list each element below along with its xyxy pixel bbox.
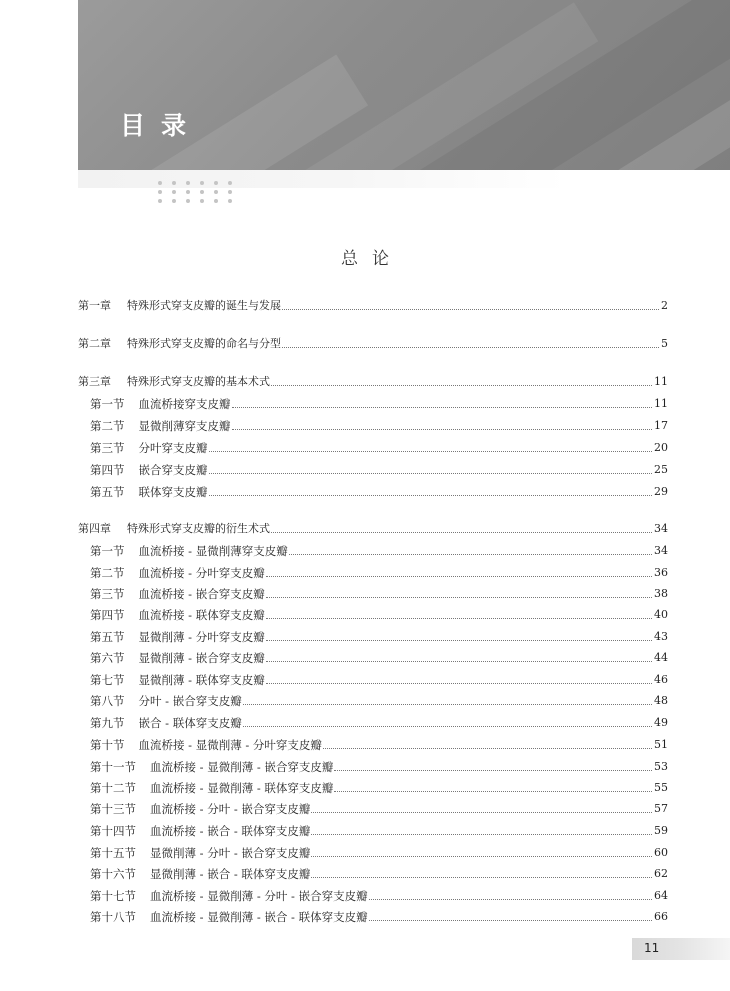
toc-section-entry	[90, 563, 668, 581]
toc-entry-title: 显微削薄 - 联体穿支皮瓣	[138, 673, 265, 687]
toc-section-entry	[90, 713, 668, 731]
page-number-tab	[632, 938, 730, 960]
toc-dot-leader	[209, 451, 653, 452]
toc-page-number: 62	[654, 867, 668, 880]
toc-page-number: 44	[654, 651, 668, 664]
toc-entry-title: 联体穿支皮瓣	[138, 485, 208, 499]
toc-dot-leader	[209, 495, 653, 496]
decorative-dot	[172, 199, 176, 203]
toc-entry-number: 第二章	[78, 337, 111, 350]
toc-page-number: 11	[654, 375, 668, 388]
toc-entry-title: 血流桥接 - 嵌合穿支皮瓣	[138, 587, 265, 601]
toc-dot-leader	[271, 532, 652, 533]
toc-dot-leader	[334, 791, 652, 792]
toc-page-number: 55	[654, 781, 668, 794]
decorative-dot	[172, 190, 176, 194]
toc-page-number: 66	[654, 910, 668, 923]
toc-section-entry	[90, 584, 668, 602]
toc-page-number: 48	[654, 694, 668, 707]
decorative-dot-grid	[158, 181, 234, 203]
decorative-dot	[200, 190, 204, 194]
toc-page-number: 53	[654, 760, 668, 773]
toc-chapter-entry	[78, 519, 668, 537]
toc-dot-leader	[266, 640, 652, 641]
toc-dot-leader	[334, 770, 652, 771]
toc-page-number: 25	[654, 463, 668, 476]
toc-dot-leader	[311, 856, 652, 857]
toc-page-number: 40	[654, 608, 668, 621]
toc-section-entry	[90, 735, 668, 753]
toc-page-number: 17	[654, 419, 668, 432]
decorative-dot	[214, 190, 218, 194]
toc-entry-title: 血流桥接 - 分叶 - 嵌合穿支皮瓣	[150, 802, 311, 816]
toc-section-entry	[90, 691, 668, 709]
toc-entry-title: 血流桥接 - 显微削薄 - 嵌合穿支皮瓣	[150, 760, 334, 774]
toc-entry-number: 第十四节	[90, 824, 136, 838]
toc-page-number: 60	[654, 846, 668, 859]
toc-chapter-entry	[78, 334, 668, 352]
toc-entry-title: 嵌合穿支皮瓣	[138, 463, 208, 477]
toc-entry-number: 第三章	[78, 375, 111, 388]
toc-entry-title: 血流桥接 - 嵌合 - 联体穿支皮瓣	[150, 824, 311, 838]
decorative-dot	[186, 199, 190, 203]
toc-dot-leader	[282, 309, 659, 310]
toc-entry-number: 第五节	[90, 630, 125, 644]
toc-entry-title: 显微削薄 - 分叶 - 嵌合穿支皮瓣	[150, 846, 311, 860]
toc-entry-number: 第一章	[78, 299, 111, 312]
toc-dot-leader	[266, 597, 652, 598]
toc-section-entry	[90, 605, 668, 623]
toc-entry-title: 特殊形式穿支皮瓣的命名与分型	[127, 337, 281, 350]
toc-page-number: 57	[654, 802, 668, 815]
toc-section-entry	[90, 482, 668, 500]
toc-dot-leader	[266, 661, 652, 662]
toc-entry-number: 第十七节	[90, 889, 136, 903]
toc-entry-title: 血流桥接 - 联体穿支皮瓣	[138, 608, 265, 622]
toc-section-entry	[90, 648, 668, 666]
toc-entry-number: 第十节	[90, 738, 125, 752]
toc-entry-number: 第十五节	[90, 846, 136, 860]
toc-entry-title: 血流桥接 - 显微削薄 - 分叶 - 嵌合穿支皮瓣	[150, 889, 368, 903]
toc-page-number: 38	[654, 587, 668, 600]
decorative-dot	[186, 181, 190, 185]
toc-dot-leader	[311, 812, 652, 813]
toc-section-entry	[90, 541, 668, 559]
toc-section-entry	[90, 843, 668, 861]
toc-entry-number: 第五节	[90, 485, 125, 499]
decorative-dot	[158, 199, 162, 203]
toc-entry-number: 第六节	[90, 651, 125, 665]
toc-dot-leader	[232, 407, 653, 408]
toc-page-number: 5	[661, 337, 668, 350]
toc-entry-title: 分叶穿支皮瓣	[138, 441, 208, 455]
header-banner	[78, 0, 730, 170]
toc-dot-leader	[323, 748, 652, 749]
toc-section-entry	[90, 799, 668, 817]
decorative-dot	[214, 181, 218, 185]
toc-page-number: 64	[654, 889, 668, 902]
toc-section-entry	[90, 460, 668, 478]
section-heading: 总论	[341, 249, 403, 269]
toc-entry-title: 显微削薄 - 嵌合 - 联体穿支皮瓣	[150, 867, 311, 881]
toc-entry-title: 特殊形式穿支皮瓣的诞生与发展	[127, 299, 281, 312]
toc-entry-number: 第三节	[90, 587, 125, 601]
toc-dot-leader	[266, 618, 652, 619]
toc-section-entry	[90, 757, 668, 775]
toc-entry-number: 第二节	[90, 566, 125, 580]
toc-page-number: 11	[654, 397, 668, 410]
toc-dot-leader	[369, 920, 652, 921]
decorative-dot	[214, 199, 218, 203]
toc-entry-number: 第九节	[90, 716, 125, 730]
toc-entry-title: 显微削薄 - 嵌合穿支皮瓣	[138, 651, 265, 665]
toc-dot-leader	[209, 473, 653, 474]
decorative-dot	[158, 181, 162, 185]
toc-section-entry	[90, 670, 668, 688]
toc-page-number: 51	[654, 738, 668, 751]
toc-entry-title: 特殊形式穿支皮瓣的基本术式	[127, 375, 270, 388]
toc-dot-leader	[289, 554, 652, 555]
toc-chapter-entry	[78, 372, 668, 390]
toc-entry-number: 第十六节	[90, 867, 136, 881]
toc-entry-number: 第八节	[90, 694, 125, 708]
decorative-dot	[228, 199, 232, 203]
toc-dot-leader	[232, 429, 653, 430]
toc-entry-title: 血流桥接 - 显微削薄 - 嵌合 - 联体穿支皮瓣	[150, 910, 368, 924]
toc-entry-number: 第十二节	[90, 781, 136, 795]
toc-dot-leader	[266, 576, 652, 577]
toc-section-entry	[90, 627, 668, 645]
toc-entry-title: 血流桥接穿支皮瓣	[138, 397, 231, 411]
toc-section-entry	[90, 438, 668, 456]
toc-dot-leader	[243, 726, 652, 727]
toc-chapter-entry	[78, 296, 668, 314]
toc-entry-number: 第一节	[90, 397, 125, 411]
toc-entry-number: 第三节	[90, 441, 125, 455]
decorative-dot	[228, 181, 232, 185]
toc-dot-leader	[271, 385, 652, 386]
toc-page-number: 43	[654, 630, 668, 643]
toc-section-entry	[90, 864, 668, 882]
decorative-dot	[228, 190, 232, 194]
toc-entry-title: 血流桥接 - 显微削薄穿支皮瓣	[138, 544, 288, 558]
toc-section-entry	[90, 416, 668, 434]
toc-dot-leader	[266, 683, 652, 684]
toc-entry-title: 显微削薄 - 分叶穿支皮瓣	[138, 630, 265, 644]
toc-entry-number: 第七节	[90, 673, 125, 687]
toc-page-number: 20	[654, 441, 668, 454]
page-title: 目录	[120, 111, 203, 140]
toc-entry-number: 第二节	[90, 419, 125, 433]
toc-page-number: 36	[654, 566, 668, 579]
toc-page-number: 29	[654, 485, 668, 498]
decorative-dot	[200, 199, 204, 203]
toc-section-entry	[90, 778, 668, 796]
toc-dot-leader	[311, 877, 652, 878]
toc-entry-number: 第四章	[78, 522, 111, 535]
toc-page-number: 34	[654, 544, 668, 557]
toc-entry-number: 第四节	[90, 463, 125, 477]
toc-section-entry	[90, 821, 668, 839]
toc-dot-leader	[369, 899, 652, 900]
toc-entry-number: 第十一节	[90, 760, 136, 774]
toc-dot-leader	[243, 704, 652, 705]
toc-dot-leader	[311, 834, 652, 835]
toc-entry-number: 第十三节	[90, 802, 136, 816]
toc-page-number: 59	[654, 824, 668, 837]
page-number: 11	[644, 941, 660, 955]
decorative-dot	[186, 190, 190, 194]
toc-entry-title: 血流桥接 - 分叶穿支皮瓣	[138, 566, 265, 580]
decorative-dot	[158, 190, 162, 194]
toc-section-entry	[90, 907, 668, 925]
toc-section-entry	[90, 886, 668, 904]
toc-entry-number: 第十八节	[90, 910, 136, 924]
decorative-dot	[200, 181, 204, 185]
toc-page-number: 34	[654, 522, 668, 535]
toc-entry-title: 血流桥接 - 显微削薄 - 分叶穿支皮瓣	[138, 738, 322, 752]
toc-dot-leader	[282, 347, 659, 348]
toc-entry-title: 分叶 - 嵌合穿支皮瓣	[138, 694, 242, 708]
toc-page-number: 46	[654, 673, 668, 686]
toc-page-number: 49	[654, 716, 668, 729]
toc-entry-number: 第四节	[90, 608, 125, 622]
toc-entry-title: 血流桥接 - 显微削薄 - 联体穿支皮瓣	[150, 781, 334, 795]
decorative-dot	[172, 181, 176, 185]
toc-entry-number: 第一节	[90, 544, 125, 558]
toc-entry-title: 特殊形式穿支皮瓣的衍生术式	[127, 522, 270, 535]
toc-page-number: 2	[661, 299, 668, 312]
toc-entry-title: 嵌合 - 联体穿支皮瓣	[138, 716, 242, 730]
toc-section-entry	[90, 394, 668, 412]
toc-entry-title: 显微削薄穿支皮瓣	[138, 419, 231, 433]
